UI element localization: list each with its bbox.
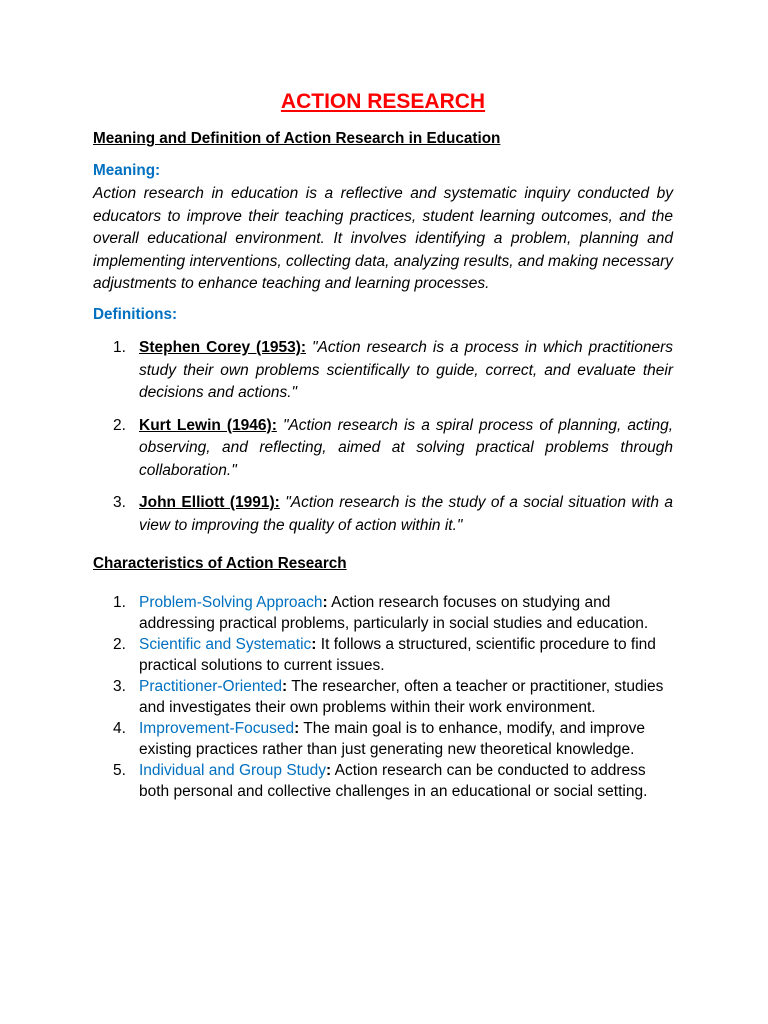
characteristics-list <box>93 592 673 802</box>
characteristic-item <box>93 676 673 718</box>
characteristic-colon: : <box>311 636 317 653</box>
definition-author: Stephen Corey (1953): <box>139 339 307 356</box>
definition-number: 1. <box>113 339 126 356</box>
characteristic-term: Practitioner-Oriented <box>139 678 283 695</box>
section-heading-meaning-definition: Meaning and Definition of Action Research in Education <box>93 130 501 147</box>
characteristic-number: 4. <box>113 720 126 737</box>
characteristic-colon: : <box>282 678 288 695</box>
characteristic-number: 5. <box>113 762 126 779</box>
characteristic-item <box>93 760 673 802</box>
characteristic-number: 3. <box>113 678 126 695</box>
characteristic-number: 1. <box>113 594 126 611</box>
characteristic-term: Scientific and Systematic <box>139 636 312 653</box>
definition-quote: "Action research is the study of a social situation with a view to improving the quality of action within it." <box>139 494 673 534</box>
characteristic-colon: : <box>322 594 328 611</box>
characteristic-text: The researcher, often a teacher or practitioner, studies and investigates their own problems within their work environment. <box>139 678 664 716</box>
definition-number: 3. <box>113 494 126 511</box>
meaning-label: Meaning: <box>93 162 161 179</box>
characteristic-number: 2. <box>113 636 126 653</box>
characteristic-item <box>93 634 673 676</box>
characteristic-term: Individual and Group Study <box>139 762 326 779</box>
characteristic-text: The main goal is to enhance, modify, and improve existing practices rather than just generating new theoretical knowledge. <box>139 720 646 758</box>
definition-quote: "Action research is a spiral process of planning, acting, observing, and reflecting, aimed at solving practical problems through collaboration." <box>139 416 673 479</box>
definitions-list <box>93 337 673 547</box>
document-title: ACTION RESEARCH <box>280 90 486 113</box>
section-heading-characteristics: Characteristics of Action Research <box>93 555 347 572</box>
definition-number: 2. <box>113 416 126 434</box>
definition-item <box>93 337 673 405</box>
characteristic-colon: : <box>325 762 332 779</box>
definition-author: Kurt Lewin (1946): <box>139 416 277 434</box>
definition-item <box>93 415 673 483</box>
characteristic-term: Improvement-Focused <box>139 720 295 737</box>
characteristic-item <box>93 718 673 760</box>
definition-author: John Elliott (1991): <box>139 494 280 511</box>
definition-quote: "Action research is a process in which practitioners study their own problems scientifically to guide, correct, and evaluate their decisions and actions." <box>139 339 673 401</box>
characteristic-term: Problem-Solving Approach <box>139 594 323 611</box>
definition-item <box>93 492 673 537</box>
characteristic-text: It follows a structured, scientific procedure to find practical solutions to current issues. <box>139 636 656 674</box>
characteristic-item <box>93 592 673 634</box>
meaning-paragraph: Action research in education is a reflective and systematic inquiry conducted by educators to improve their teaching practices, student learning outcomes, and the overall educational environment. It involves identifying a problem, planning and implementing interventions, collecting data, analyzing results, and making necessary adjustments to enhance teaching and learning processes. <box>93 185 673 292</box>
characteristic-text: Action research can be conducted to address both personal and collective challenges in an educational or social setting. <box>139 762 648 800</box>
definitions-label: Definitions: <box>93 306 178 323</box>
characteristic-colon: : <box>294 720 300 737</box>
characteristic-text: Action research focuses on studying and addressing practical problems, particularly in social studies and education. <box>139 594 649 632</box>
